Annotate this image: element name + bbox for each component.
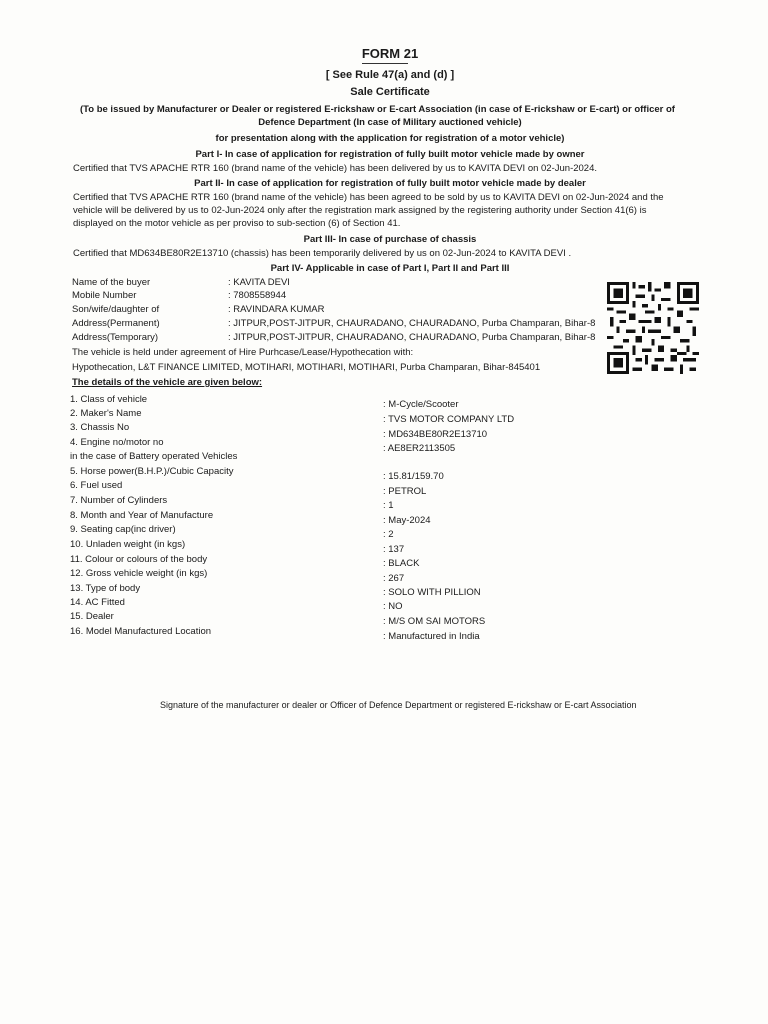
detail-label-maker: 2. Maker's Name <box>70 408 142 419</box>
mobile-label: Mobile Number <box>72 290 137 301</box>
detail-value-cylinders: : 1 <box>383 500 394 511</box>
presentation-line: for presentation along with the application for registration of a motor vehicle) <box>215 133 565 144</box>
address-permanent-value: : JITPUR,POST-JITPUR, CHAURADANO, CHAURADANO, Purba Champaran, Bihar-8 <box>228 318 596 329</box>
relation-value: : RAVINDARA KUMAR <box>228 304 325 315</box>
detail-value-ac: : NO <box>383 601 403 612</box>
part1-heading: Part I- In case of application for registration of fully built motor vehicle made by owner <box>195 149 585 160</box>
detail-label-fuel: 6. Fuel used <box>70 480 123 491</box>
detail-label-chassis: 3. Chassis No <box>70 422 130 433</box>
detail-label-unladen-weight: 10. Unladen weight (in kgs) <box>70 539 186 550</box>
relation-label: Son/wife/daughter of <box>72 304 160 315</box>
issued-by-line-1: (To be issued by Manufacturer or Dealer or registered E-rickshaw or E-cart Association (in case of E-rickshaw or E-cart) or officer of <box>80 104 675 115</box>
detail-value-horse-power: : 15.81/159.70 <box>383 471 444 482</box>
issued-by-line-2: Defence Department (In case of Military auctioned vehicle) <box>258 117 522 128</box>
detail-label-ac: 14. AC Fitted <box>70 597 125 608</box>
part2-line-1: Certified that TVS APACHE RTR 160 (brand name of the vehicle) has been agreed to be sold by us to KAVITA DEVI on 02-Jun-2024 and the <box>73 192 664 203</box>
buyer-name-label: Name of the buyer <box>72 277 151 288</box>
detail-label-location: 16. Model Manufactured Location <box>70 626 212 637</box>
detail-value-body-type: : SOLO WITH PILLION <box>383 587 481 598</box>
see-rule-line: [ See Rule 47(a) and (d) ] <box>325 69 455 81</box>
form-title: FORM 21 <box>361 46 419 61</box>
detail-label-manufacture-date: 8. Month and Year of Manufacture <box>70 510 214 521</box>
part1-text: Certified that TVS APACHE RTR 160 (brand name of the vehicle) has been delivered by us to KAVITA DEVI on 02-Jun-2024. <box>73 163 598 174</box>
detail-label-engine: 4. Engine no/motor no <box>70 437 164 448</box>
address-temporary-label: Address(Temporary) <box>72 332 159 343</box>
certificate-title: Sale Certificate <box>350 86 430 98</box>
detail-label-colour: 11. Colour or colours of the body <box>70 554 208 565</box>
detail-label-cylinders: 7. Number of Cylinders <box>70 495 168 506</box>
mobile-value: : 7808558944 <box>228 290 287 301</box>
part3-heading: Part III- In case of purchase of chassis <box>303 234 477 245</box>
detail-value-seating: : 2 <box>383 529 394 540</box>
detail-label-dealer: 15. Dealer <box>70 611 114 622</box>
part4-heading: Part IV- Applicable in case of Part I, Part II and Part III <box>270 263 510 274</box>
hypothecation-line: Hypothecation, L&T FINANCE LIMITED, MOTIHARI, MOTIHARI, MOTIHARI, Purba Champaran, Bihar-845401 <box>72 362 541 373</box>
detail-label-body-type: 13. Type of body <box>70 583 141 594</box>
agreement-line: The vehicle is held under agreement of Hire Purhcase/Lease/Hypothecation with: <box>72 347 414 358</box>
detail-label-seating: 9. Seating cap(inc driver) <box>70 524 176 535</box>
address-temporary-value: : JITPUR,POST-JITPUR, CHAURADANO, CHAURADANO, Purba Champaran, Bihar-8 <box>228 332 596 343</box>
part2-heading: Part II- In case of application for registration of fully built motor vehicle made by dealer <box>194 178 586 189</box>
detail-value-colour: : BLACK <box>383 558 420 569</box>
detail-value-dealer: : M/S OM SAI MOTORS <box>383 616 486 627</box>
detail-value-unladen-weight: : 137 <box>383 544 405 555</box>
qr-code-icon <box>607 282 699 374</box>
details-heading: The details of the vehicle are given below: <box>72 377 263 388</box>
detail-value-class: : M-Cycle/Scooter <box>383 399 459 410</box>
signature-line: Signature of the manufacturer or dealer or Officer of Defence Department or registered E-rickshaw or E-cart Association <box>160 700 637 710</box>
detail-value-location: : Manufactured in India <box>383 631 480 642</box>
detail-value-maker: : TVS MOTOR COMPANY LTD <box>383 414 515 425</box>
detail-label-horse-power: 5. Horse power(B.H.P.)/Cubic Capacity <box>70 466 234 477</box>
part2-line-3: displayed on the motor vehicle as per proviso to sub-section (6) of Section 41. <box>73 218 401 229</box>
detail-value-fuel: : PETROL <box>383 486 427 497</box>
detail-label-gross-weight: 12. Gross vehicle weight (in kgs) <box>70 568 208 579</box>
detail-value-gross-weight: : 267 <box>383 573 405 584</box>
part3-text: Certified that MD634BE80R2E13710 (chassis) has been temporarily delivered by us on 02-Jun-2024 to KAVITA DEVI . <box>73 248 572 259</box>
detail-value-engine: : AE8ER2113505 <box>383 443 456 454</box>
detail-value-manufacture-date: : May-2024 <box>383 515 431 526</box>
buyer-name-value: : KAVITA DEVI <box>228 277 290 288</box>
address-permanent-label: Address(Permanent) <box>72 318 160 329</box>
part2-line-2: vehicle will be delivered by us to 02-Jun-2024 only after the registration mark assigned by the registering authority under Section 41(6) is <box>73 205 647 216</box>
detail-label-class: 1. Class of vehicle <box>70 394 148 405</box>
detail-value-chassis: : MD634BE80R2E13710 <box>383 429 488 440</box>
detail-label-battery-note: in the case of Battery operated Vehicles <box>70 451 238 462</box>
title-underline <box>362 63 408 64</box>
